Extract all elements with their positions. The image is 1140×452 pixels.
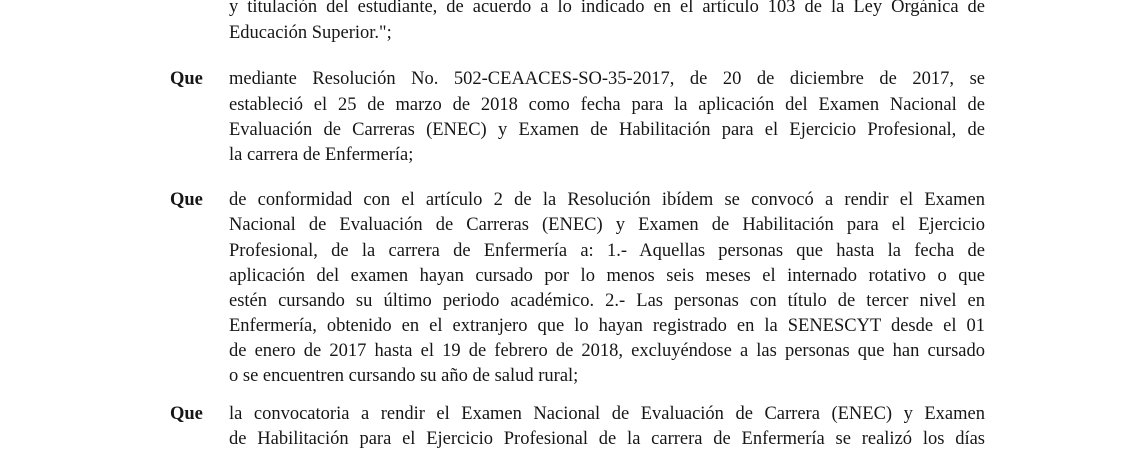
p3-line-2: de Habilitación para el Ejercicio Profesional de la carrera de Enfermería se realizó los días — [229, 429, 985, 449]
p1-line-1: mediante Resolución No. 502-CEAACES-SO-35-2017, de 20 de diciembre de 2017, se — [229, 69, 985, 89]
p1-line-2: estableció el 25 de marzo de 2018 como fecha para la aplicación del Examen Nacional de — [229, 95, 985, 115]
fragment-line-1: y titulación del estudiante, de acuerdo a lo indicado en el artículo 103 de la Ley Orgánica de — [229, 0, 985, 17]
que-label-3: Que — [170, 404, 203, 424]
p1-line-3: Evaluación de Carreras (ENEC) y Examen de Habilitación para el Ejercicio Profesional, de — [229, 120, 985, 140]
p2-line-6: Enfermería, obtenido en el extranjero que lo hayan registrado en la SENESCYT desde el 01 — [229, 316, 985, 336]
p1-line-4: la carrera de Enfermería; — [229, 145, 414, 165]
p3-line-1: la convocatoria a rendir el Examen Nacional de Evaluación de Carrera (ENEC) y Examen — [229, 404, 985, 424]
p2-line-3: Profesional, de la carrera de Enfermería a: 1.- Aquellas personas que hasta la fecha de — [229, 241, 985, 261]
p2-line-8: o se encuentren cursando su año de salud rural; — [229, 366, 579, 386]
p2-line-2: Nacional de Evaluación de Carreras (ENEC) y Examen de Habilitación para el Ejercicio — [229, 215, 985, 235]
p2-line-1: de conformidad con el artículo 2 de la Resolución ibídem se convocó a rendir el Examen — [229, 190, 985, 210]
p2-line-5: estén cursando su último periodo académico. 2.- Las personas con título de tercer nivel en — [229, 291, 985, 311]
que-label-1: Que — [170, 69, 203, 89]
p2-line-4: aplicación del examen hayan cursado por lo menos seis meses el internado rotativo o que — [229, 266, 985, 286]
fragment-line-2: Educación Superior."; — [229, 23, 392, 43]
que-label-2: Que — [170, 190, 203, 210]
p2-line-7: de enero de 2017 hasta el 19 de febrero de 2018, excluyéndose a las personas que han cursado — [229, 341, 985, 361]
